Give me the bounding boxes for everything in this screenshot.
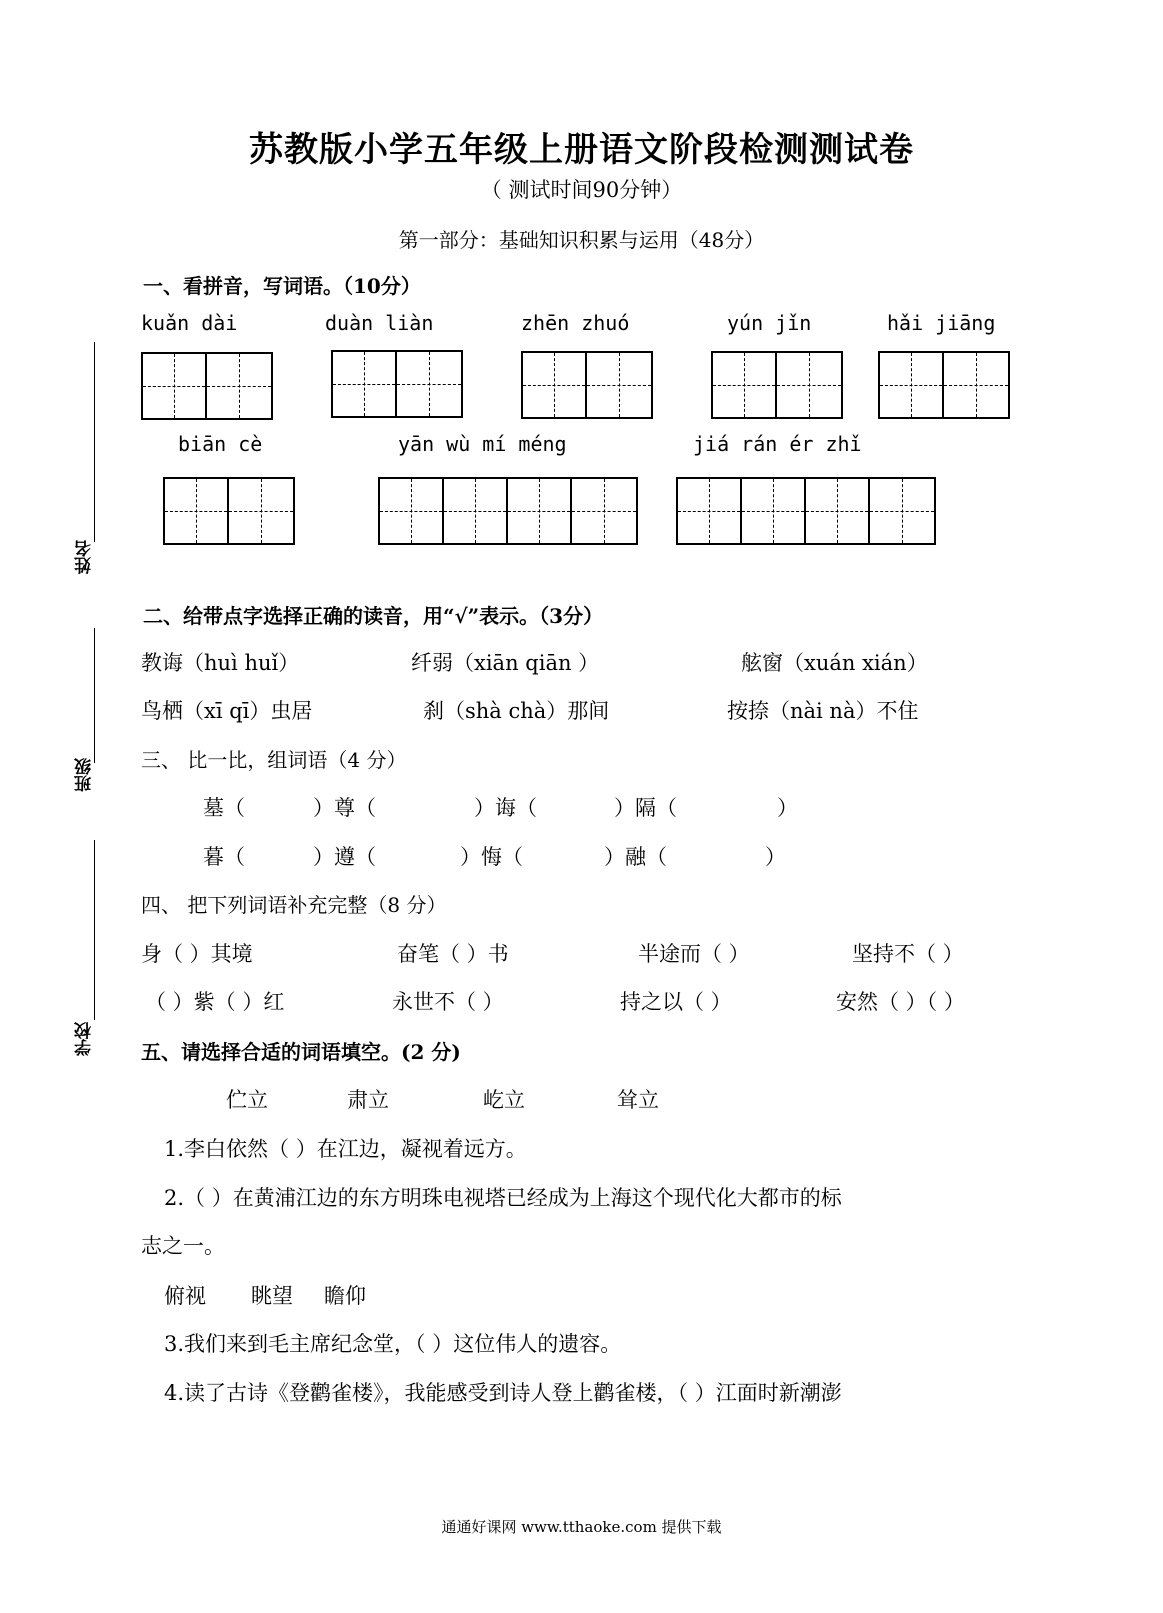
compare-item: ）诲（ (474, 796, 537, 820)
pinyin: kuǎn dài (141, 311, 238, 335)
compare-item: ）悔（ (460, 845, 523, 869)
word-choice: 耸立 (617, 1088, 659, 1112)
section-5-heading: 五、请选择合适的词语填空。(2 分) (141, 1040, 461, 1064)
compare-item: ）隔（ (614, 796, 677, 820)
idiom-item: （ ）紫（ ）红 (145, 990, 285, 1014)
question-2: 2.（ ）在黄浦江边的东方明珠电视塔已经成为上海这个现代化大都市的标 (164, 1186, 842, 1210)
section-3-heading: 三、 比一比，组词语（4 分） (141, 748, 407, 772)
reading-item: 舷窗（xuán xián） (741, 651, 928, 675)
compare-item: ）融（ (604, 845, 667, 869)
word-choice: 俯视 (164, 1284, 206, 1308)
name-line (94, 342, 95, 542)
writing-grid[interactable] (141, 352, 273, 420)
question-1: 1.李白依然（ ）在江边，凝视着远方。 (164, 1137, 527, 1161)
question-4: 4.读了古诗《登鹳雀楼》，我能感受到诗人登上鹳雀楼，（ ）江面时新潮澎 (164, 1381, 842, 1405)
writing-grid[interactable] (711, 351, 843, 419)
idiom-item: 坚持不（ ） (852, 942, 964, 966)
writing-grid[interactable] (378, 477, 638, 545)
footer: 通通好课网 www.tthaoke.com 提供下载 (441, 1518, 722, 1536)
section-2-heading: 二、给带点字选择正确的读音，用“√”表示。（3分） (143, 604, 604, 628)
reading-item: 纤弱（xiān qiān ） (411, 651, 600, 675)
school-line (94, 840, 95, 1020)
page-subtitle: （ 测试时间90分钟） (480, 178, 683, 202)
question-3: 3.我们来到毛主席纪念堂，（ ）这位伟人的遗容。 (164, 1332, 622, 1356)
pinyin: hǎi jiāng (887, 311, 996, 335)
compare-item: 墓（ (203, 796, 245, 820)
page-title: 苏教版小学五年级上册语文阶段检测测试卷 (249, 130, 914, 170)
pinyin: yún jǐn (727, 311, 812, 335)
writing-grid[interactable] (521, 351, 653, 419)
pinyin: zhēn zhuó (521, 311, 630, 335)
reading-item: 按捺（nài nà）不住 (727, 699, 919, 723)
section-4-heading: 四、 把下列词语补充完整（8 分） (141, 893, 447, 917)
compare-item: 暮（ (203, 845, 245, 869)
idiom-item: 永世不（ ） (392, 990, 504, 1014)
school-label: 学校 (75, 1022, 95, 1056)
part-heading: 第一部分：基础知识积累与运用（48分） (398, 228, 765, 252)
writing-grid[interactable] (676, 477, 936, 545)
idiom-item: 身（ ）其境 (141, 942, 253, 966)
idiom-item: 半途而（ ） (638, 942, 750, 966)
compare-item: ） (777, 796, 798, 820)
pinyin: jiá rán ér zhǐ (693, 432, 862, 456)
compare-item: ）遵（ (313, 845, 376, 869)
pinyin: biān cè (178, 432, 263, 456)
idiom-item: 奋笔（ ）书 (397, 942, 509, 966)
writing-grid[interactable] (331, 350, 463, 418)
pinyin: yān wù mí méng (398, 432, 567, 456)
class-line (94, 628, 95, 763)
compare-item: ）尊（ (313, 796, 376, 820)
word-choice: 眺望 (251, 1284, 293, 1308)
reading-item: 教诲（huì huǐ） (141, 651, 300, 675)
pinyin: duàn liàn (325, 311, 434, 335)
reading-item: 刹（shà chà）那间 (423, 699, 610, 723)
idiom-item: 安然（ ）（ ） (836, 990, 965, 1014)
idiom-item: 持之以（ ） (620, 990, 732, 1014)
name-label: 姓名 (75, 540, 95, 574)
question-2-cont: 志之一。 (141, 1234, 225, 1258)
writing-grid[interactable] (878, 351, 1010, 419)
class-label: 班级 (75, 758, 95, 792)
word-choice: 屹立 (483, 1088, 525, 1112)
compare-item: ） (765, 845, 786, 869)
word-choice: 伫立 (226, 1088, 268, 1112)
word-choice: 瞻仰 (324, 1284, 366, 1308)
word-choice: 肃立 (347, 1088, 389, 1112)
reading-item: 鸟栖（xī qī）虫居 (141, 699, 313, 723)
writing-grid[interactable] (163, 477, 295, 545)
section-1-heading: 一、看拼音，写词语。（10分） (143, 274, 421, 298)
